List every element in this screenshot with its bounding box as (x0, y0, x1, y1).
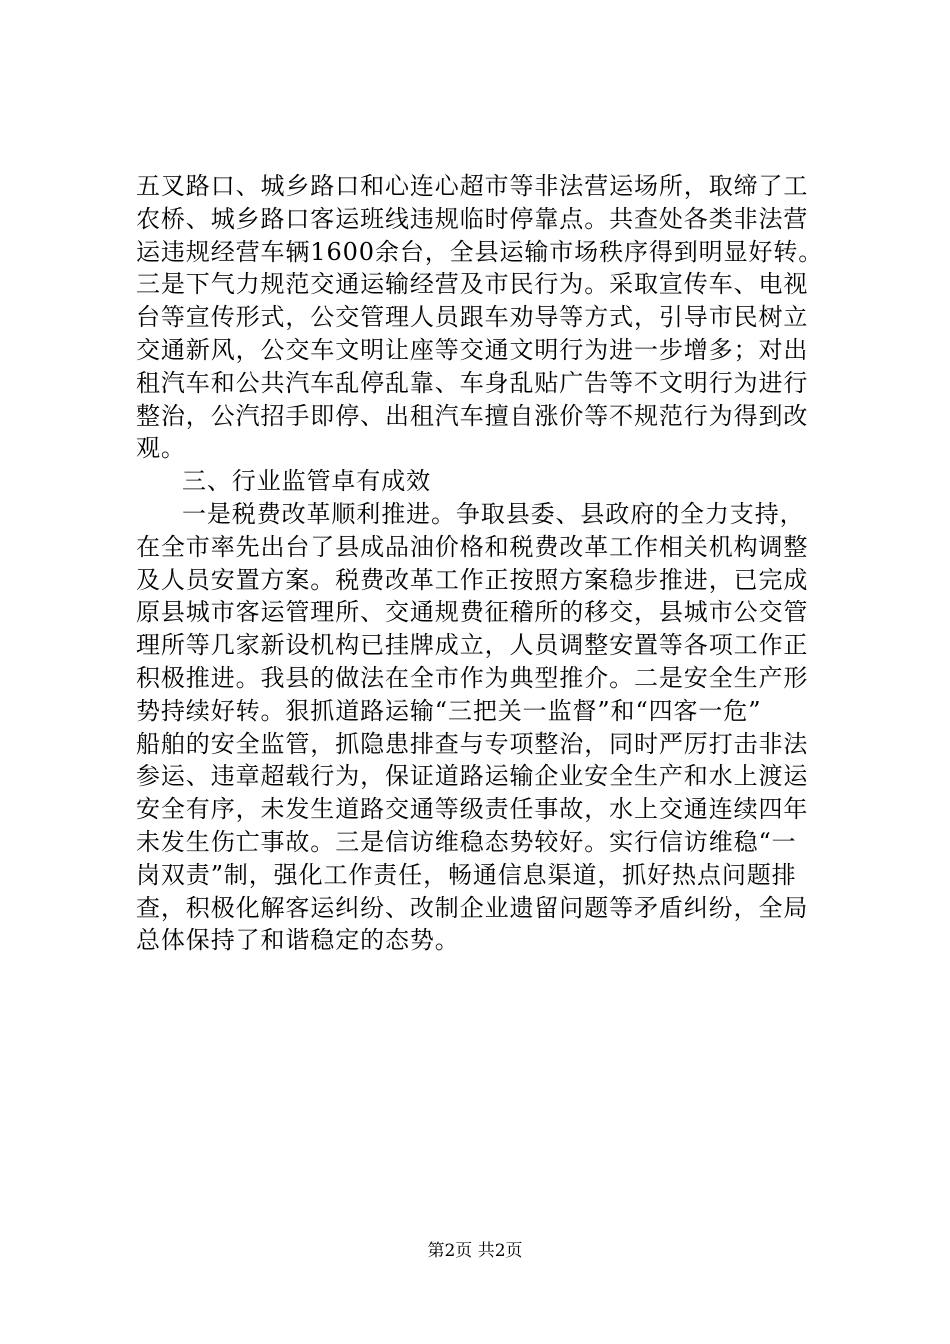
text-line: 未发生伤亡事故。三是信访维稳态势较好。实行信访维稳“一 (136, 827, 797, 856)
text-line: 安全有序，未发生道路交通等级责任事故，水上交通连续四年 (136, 795, 809, 824)
text-line: 台等宣传形式，公交管理人员跟车劝导等方式，引导市民树立 (136, 303, 809, 332)
section-heading: 三、行业监管卓有成效 (182, 467, 431, 496)
text-line: 五叉路口、城乡路口和心连心超市等非法营运场所，取缔了工 (136, 172, 809, 200)
text-line: 势持续好转。狠抓道路运输“三把关一监督”和“四客一危” (136, 696, 762, 725)
text-line: 在全市率先出台了县成品油价格和税费改革工作相关机构调整 (136, 532, 809, 561)
text-line: 理所等几家新设机构已挂牌成立，人员调整安置等各项工作正 (136, 631, 809, 660)
text-line: 三是下气力规范交通运输经营及市民行为。采取宣传车、电视 (136, 270, 809, 299)
text-line: 一是税费改革顺利推进。争取县委、县政府的全力支持， (182, 499, 805, 528)
document-body (136, 170, 826, 957)
text-line: 积极推进。我县的做法在全市作为典型推介。二是安全生产形 (136, 663, 809, 692)
text-line: 农桥、城乡路口客运班线违规临时停靠点。共查处各类非法营 (136, 204, 809, 233)
text-line: 交通新风，公交车文明让座等交通文明行为进一步增多；对出 (136, 335, 809, 364)
text-line: 运违规经营车辆1600余台，全县运输市场秩序得到明显好转。 (136, 237, 824, 266)
text-line: 查，积极化解客运纠纷、改制企业遗留问题等矛盾纠纷，全局 (136, 893, 809, 922)
text-line: 船舶的安全监管，抓隐患排查与专项整治，同时严厉打击非法 (136, 729, 809, 758)
text-line: 原县城市客运管理所、交通规费征稽所的移交，县城市公交管 (136, 598, 809, 627)
text-line: 总体保持了和谐稳定的态势。 (136, 926, 460, 955)
text-line: 及人员安置方案。税费改革工作正按照方案稳步推进，已完成 (136, 565, 809, 594)
text-line: 参运、违章超载行为，保证道路运输企业安全生产和水上渡运 (136, 762, 809, 791)
page-number: 第2页 共2页 (427, 1241, 523, 1261)
text-line: 整治，公汽招手即停、出租汽车擅自涨价等不规范行为得到改 (136, 401, 809, 430)
text-line: 岗双责”制，强化工作责任，畅通信息渠道，抓好热点问题排 (136, 860, 797, 889)
text-line: 观。 (136, 434, 186, 463)
text-line: 租汽车和公共汽车乱停乱靠、车身乱贴广告等不文明行为进行 (136, 368, 809, 397)
page-footer (0, 1240, 950, 1262)
